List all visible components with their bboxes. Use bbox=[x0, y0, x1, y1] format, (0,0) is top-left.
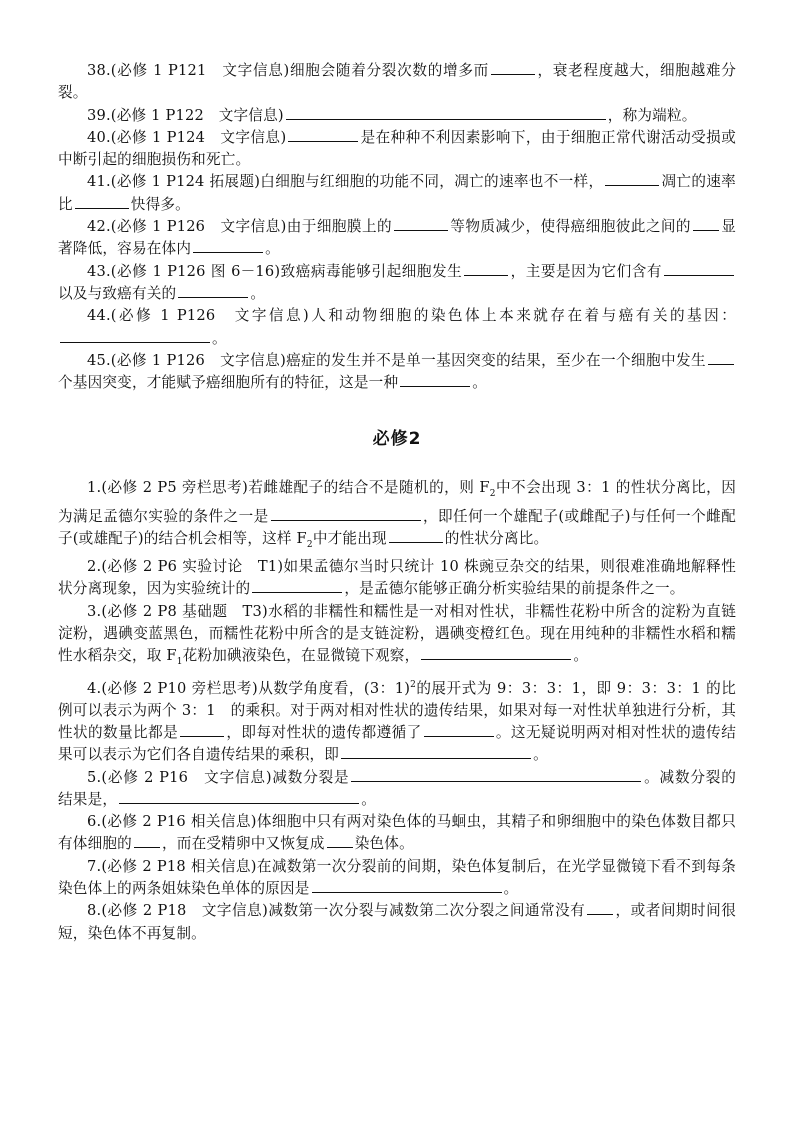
question-text: 。减数分裂的结果是， bbox=[58, 768, 736, 808]
question-38 bbox=[58, 60, 736, 105]
answer-blank[interactable] bbox=[693, 216, 719, 231]
question-45 bbox=[58, 350, 736, 395]
question-39 bbox=[58, 105, 736, 127]
question-text: 等物质减少，使得癌细胞彼此之间的 bbox=[450, 218, 691, 236]
answer-blank[interactable] bbox=[271, 506, 421, 521]
answer-blank[interactable] bbox=[664, 261, 734, 276]
answer-blank[interactable] bbox=[288, 127, 358, 142]
question-text: ，或者间期时间很短，染色体不再复制。 bbox=[58, 902, 736, 942]
answer-blank[interactable] bbox=[464, 261, 508, 276]
question-text: 。 bbox=[503, 880, 519, 898]
answer-blank[interactable] bbox=[389, 528, 443, 543]
answer-blank[interactable] bbox=[400, 372, 470, 387]
question-text: 染色体。 bbox=[354, 835, 414, 853]
question-2 bbox=[58, 556, 736, 601]
answer-blank[interactable] bbox=[587, 900, 613, 915]
question-7 bbox=[58, 856, 736, 901]
subscript: 2 bbox=[306, 539, 313, 550]
question-5 bbox=[58, 767, 736, 812]
question-text: 。 bbox=[212, 329, 227, 347]
question-text: 3.(必修 2 P8 基础题 T3)水稻的非糯性和糯性是一对相对性状，非糯性花粉中所含的淀粉为直链淀粉，遇碘变蓝黑色，而糯性花粉中所含的是支链淀粉，遇碘变橙红色。现在用纯种的非糯性水稻和糯性水稻杂交，取 F bbox=[58, 602, 736, 665]
answer-blank[interactable] bbox=[394, 216, 448, 231]
question-3 bbox=[58, 601, 736, 674]
answer-blank[interactable] bbox=[60, 328, 210, 343]
question-text: 4.(必修 2 P10 旁栏思考)从数学角度看，(3：1) bbox=[87, 679, 411, 697]
question-text: 5.(必修 2 P16 文字信息)减数分裂是 bbox=[87, 768, 350, 786]
answer-blank[interactable] bbox=[605, 171, 659, 186]
question-text: 42.(必修 1 P126 文字信息)由于细胞膜上的 bbox=[87, 218, 393, 236]
question-text: 39.(必修 1 P122 文字信息) bbox=[87, 106, 284, 124]
question-text: 。 bbox=[361, 790, 376, 808]
question-4 bbox=[58, 674, 736, 767]
question-6 bbox=[58, 811, 736, 856]
question-text: 41.(必修 1 P124 拓展题)白细胞与红细胞的功能不同，凋亡的速率也不一样， bbox=[87, 173, 604, 191]
question-41 bbox=[58, 171, 736, 216]
question-1 bbox=[58, 477, 736, 556]
question-text: 显著降低，容易在体内 bbox=[58, 218, 736, 258]
question-text: 凋亡的速率比 bbox=[58, 173, 736, 213]
question-text: 个基因突变，才能赋予癌细胞所有的特征，这是一种 bbox=[58, 374, 399, 392]
question-text: ，衰老程度越大，细胞越难分裂。 bbox=[58, 62, 736, 102]
question-text: 38.(必修 1 P121 文字信息)细胞会随着分裂次数的增多而 bbox=[87, 62, 489, 79]
subscript: 1 bbox=[176, 657, 183, 668]
question-40 bbox=[58, 127, 736, 172]
answer-blank[interactable] bbox=[119, 789, 359, 804]
question-text: 。这无疑说明两对相对性状的遗传结果可以表示为它们各自遗传结果的乘积，即 bbox=[58, 724, 736, 764]
question-text: 中才能出现 bbox=[312, 529, 387, 547]
question-text: 。 bbox=[533, 746, 548, 764]
answer-blank[interactable] bbox=[341, 744, 531, 759]
subscript: 2 bbox=[489, 489, 496, 500]
question-text: ，即任何一个雄配子(或雌配子)与任何一个雌配子(或雄配子)的结合机会相等，这样 F bbox=[58, 507, 736, 547]
question-43 bbox=[58, 261, 736, 306]
answer-blank[interactable] bbox=[134, 833, 160, 848]
question-text: ，主要是因为它们含有 bbox=[510, 262, 662, 280]
question-text: 花粉加碘液染色，在显微镜下观察， bbox=[182, 647, 420, 665]
answer-blank[interactable] bbox=[193, 238, 263, 253]
document-page bbox=[58, 60, 736, 945]
answer-blank[interactable] bbox=[351, 767, 641, 782]
answer-blank[interactable] bbox=[421, 645, 571, 660]
question-text: 。 bbox=[265, 240, 280, 258]
question-text: ，是孟德尔能够正确分析实验结果的前提条件之一。 bbox=[344, 580, 685, 598]
answer-blank[interactable] bbox=[180, 722, 224, 737]
question-text: 6.(必修 2 P16 相关信息)体细胞中只有两对染色体的马蛔虫，其精子和卵细胞中的染色体数目都只有体细胞的 bbox=[58, 813, 736, 853]
question-text: 快得多。 bbox=[130, 195, 190, 213]
question-text: 。 bbox=[472, 374, 488, 392]
superscript: 2 bbox=[410, 679, 417, 690]
question-text: ，称为端粒。 bbox=[607, 106, 697, 124]
question-text: 8.(必修 2 P18 文字信息)减数第一次分裂与减数第二次分裂之间通常没有 bbox=[87, 902, 586, 920]
answer-blank[interactable] bbox=[286, 105, 606, 120]
question-text: 2.(必修 2 P6 实验讨论 T1)如果孟德尔当时只统计 10 株豌豆杂交的结果，则很难准确地解释性状分离现象，因为实验统计的 bbox=[58, 558, 736, 598]
answer-blank[interactable] bbox=[312, 878, 502, 893]
question-text: 7.(必修 2 P18 相关信息)在减数第一次分裂前的间期，染色体复制后，在光学显微镜下看不到每条染色体上的两条姐妹染色单体的原因是 bbox=[58, 857, 736, 898]
section-title: 必修2 bbox=[372, 429, 422, 450]
question-42 bbox=[58, 216, 736, 261]
answer-blank[interactable] bbox=[424, 722, 494, 737]
question-44 bbox=[58, 305, 736, 350]
question-text: 44.(必修 1 P126 文字信息)人和动物细胞的染色体上本来就存在着与癌有关的基因： bbox=[87, 307, 736, 325]
answer-blank[interactable] bbox=[327, 833, 353, 848]
answer-blank[interactable] bbox=[75, 194, 129, 209]
question-text: 以及与致癌有关的 bbox=[58, 284, 177, 302]
question-text: 。 bbox=[250, 284, 266, 302]
question-text: 是在种种不利因素影响下，由于细胞正常代谢活动受损或中断引起的细胞损伤和死亡。 bbox=[58, 128, 736, 169]
question-text: 43.(必修 1 P126 图 6－16)致癌病毒能够引起细胞发生 bbox=[87, 262, 463, 280]
question-text: 45.(必修 1 P126 文字信息)癌症的发生并不是单一基因突变的结果，至少在一个细胞中发生 bbox=[87, 351, 706, 369]
question-text: ，而在受精卵中又恢复成 bbox=[161, 835, 325, 853]
answer-blank[interactable] bbox=[708, 350, 734, 365]
question-text: 的性状分离比。 bbox=[444, 529, 549, 547]
answer-blank[interactable] bbox=[252, 578, 342, 593]
question-text: 中不会出现 3：1 的性状分离比，因为满足孟德尔实验的条件之一是 bbox=[58, 479, 737, 525]
question-text: 的展开式为 9：3：3：1，即 9：3：3：1 的比例可以表示为两个 3：1 的乘积。对于两对相对性状的遗传结果，如果对每一对性状单独进行分析，其性状的数量比都是 bbox=[58, 679, 736, 741]
question-text: 。 bbox=[573, 647, 589, 665]
question-text: 40.(必修 1 P124 文字信息) bbox=[87, 128, 287, 146]
question-8 bbox=[58, 900, 736, 945]
question-text: 1.(必修 2 P5 旁栏思考)若雌雄配子的结合不是随机的，则 F bbox=[87, 479, 490, 497]
answer-blank[interactable] bbox=[491, 60, 535, 75]
question-text: ，即每对性状的遗传都遵循了 bbox=[226, 724, 422, 741]
answer-blank[interactable] bbox=[178, 283, 248, 298]
